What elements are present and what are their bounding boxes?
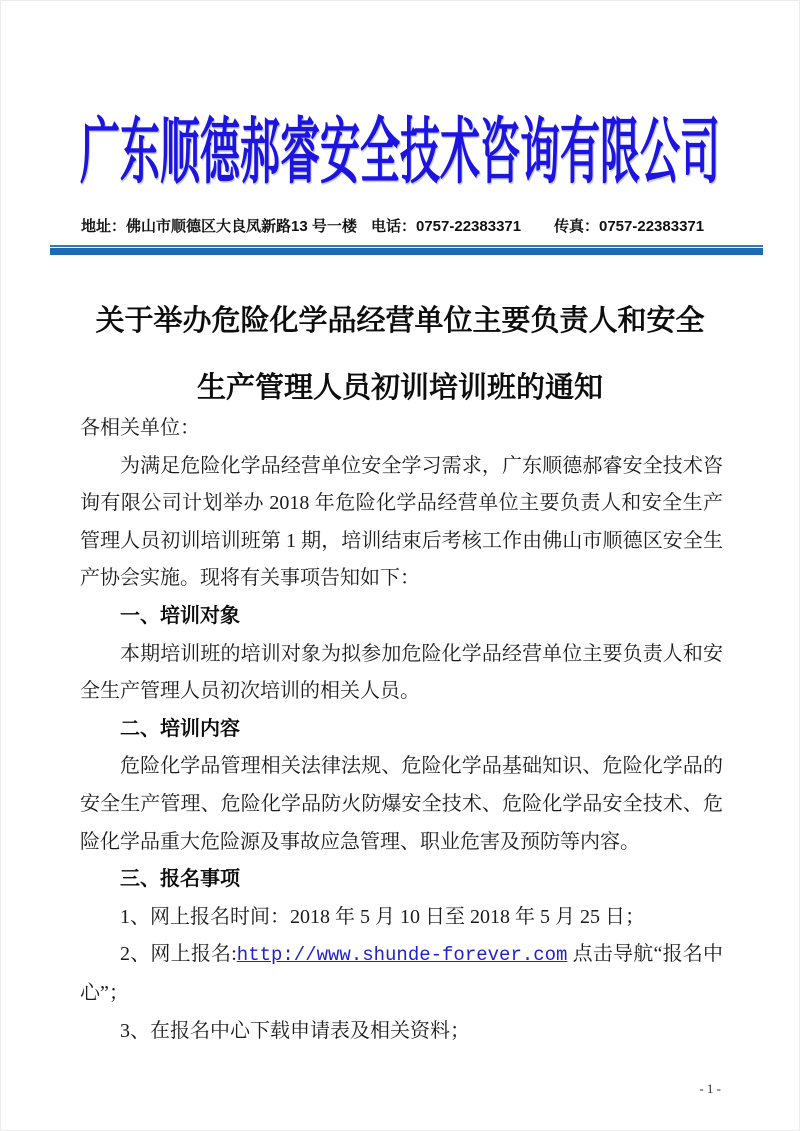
registration-item-1: 1、网上报名时间：2018 年 5 月 10 日至 2018 年 5 月 25 日； bbox=[120, 905, 645, 928]
registration-website-link[interactable]: http://www.shunde-forever.com bbox=[236, 944, 568, 967]
document-body bbox=[80, 410, 723, 1050]
company-address: 地址：佛山市顺德区大良凤新路13 号一楼 bbox=[81, 218, 357, 235]
notice-title bbox=[1, 288, 799, 422]
letterhead-contact-row bbox=[1, 213, 799, 239]
registration-item-3: 3、在报名中心下载申请表及相关资料； bbox=[120, 1019, 470, 1042]
company-fax: 传真：0757-22383371 bbox=[554, 218, 705, 235]
section-2-text: 危险化学品管理相关法律法规、危险化学品基础知识、危险化学品的安全生产管理、危险化学品防火防爆安全技术、危险化学品安全技术、危险化学品重大危险源及事故应急管理、职业危害及预防等内容。 bbox=[80, 755, 723, 853]
salutation: 各相关单位： bbox=[80, 417, 200, 439]
section-3-heading: 三、报名事项 bbox=[120, 868, 240, 891]
section-2-heading: 二、培训内容 bbox=[120, 717, 240, 740]
company-name-text: 广东顺德郝睿安全技术咨询有限公司 bbox=[80, 111, 720, 193]
registration-item-2-prefix: 2、网上报名: bbox=[120, 943, 237, 966]
letterhead-company-name bbox=[1, 111, 799, 193]
registration-item-2-suffix: 点击导航“报名中心”； bbox=[80, 943, 723, 1004]
section-1-text: 本期培训班的培训对象为拟参加危险化学品经营单位主要负责人和安全生产管理人员初次培训的相关人员。 bbox=[80, 642, 723, 703]
page-number: - 1 - bbox=[699, 1081, 721, 1096]
letterhead-divider-rule bbox=[50, 245, 763, 255]
intro-paragraph: 为满足危险化学品经营单位安全学习需求，广东顺德郝睿安全技术咨询有限公司计划举办 2018 年危险化学品经营单位主要负责人和安全生产管理人员初训培训班第 1 期，培训结束后考核工作由佛山市顺德区安全生产协会实施。现将有关事项告知如下： bbox=[80, 454, 723, 590]
divider-thin-line bbox=[50, 245, 763, 247]
company-phone: 电话：0757-22383371 bbox=[371, 218, 522, 235]
notice-title-line1: 关于举办危险化学品经营单位主要负责人和安全 bbox=[95, 305, 705, 337]
registration-item-2 bbox=[80, 936, 723, 1012]
divider-thick-line bbox=[50, 248, 763, 255]
section-1-heading: 一、培训对象 bbox=[120, 604, 240, 627]
notice-title-line2: 生产管理人员初训培训班的通知 bbox=[196, 372, 603, 404]
